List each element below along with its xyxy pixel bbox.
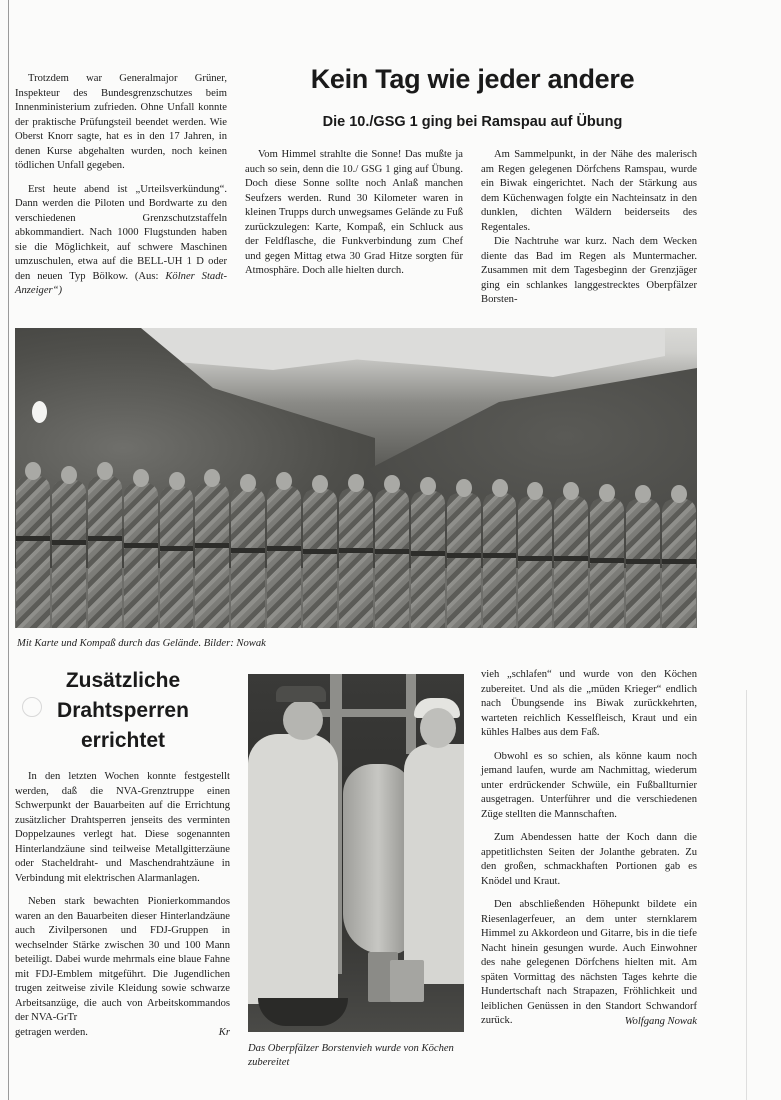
main-article-column-3	[481, 668, 697, 1029]
photo-carcass	[343, 764, 413, 954]
photo-glare-spot	[32, 401, 47, 423]
page-edge-line	[746, 690, 747, 1100]
side-article-column	[15, 770, 230, 1040]
troops-photo-caption: Mit Karte und Kompaß durch das Gelände. Bilder: Nowak	[17, 638, 266, 649]
kitchen-photo-caption: Das Oberpfälzer Borstenvieh wurde von Köchen zubereitet	[248, 1043, 454, 1068]
prev-article-paragraph: Erst heute abend ist „Urteilsverkündung“. Dann werden die Piloten und Bordwarte zu den verschiedenen Grenzschutzstaffeln abkommandiert. Nach 1000 Flugstunden haben sie die Möglichkeit, auf schwere Maschinen umzuschulen, etwa auf die BELL-UH 1 D oder den neuen Typ Bölkow. (Aus: Kölner Stadt-Anzeiger“)	[15, 183, 227, 296]
main-article-column-1	[245, 148, 463, 279]
main-article-paragraph: Am Sammelpunkt, in der Nähe des malerisch am Regen gelegenen Dörfchens Ramspau, wurde ein Biwak eingerichtet. Nach der Stärkung aus dem Küchenwagen folgte ein Nachteinsatz in den dunklen, dichten Wäldern beiderseits des Regentales.	[481, 149, 697, 233]
side-article-last-line: getragen werden. Kr	[15, 1026, 230, 1041]
page-margin-line	[8, 0, 9, 1100]
kitchen-photo	[248, 674, 464, 1032]
photo-cook-right	[404, 744, 464, 984]
main-article-paragraph: Zum Abendessen hatte der Koch dann die appetitlichsten Seiten der Jolanthe gebraten. Zu den großen, schmackhaften Portionen gab es Knödel und Kraut.	[481, 832, 697, 887]
troops-photo	[15, 328, 697, 628]
side-article-paragraph: In den letzten Wochen konnte festgestellt werden, daß die NVA-Grenztruppe einen Schwerpunkt der Bauarbeiten auf die Errichtung zusätzlicher Drahtsperren jenseits des verminten Doppelzaunes verlegt hat. Diese sogenannten Hinterlandzäune sind teilweise Metallgitterzäune oder Stacheldraht- und Maschendrahtzäune in Verbindung mit elektrischen Alarmanlagen.	[15, 771, 230, 884]
side-headline: Zusätzliche Drahtsperren errichtet	[57, 669, 189, 752]
main-subheadline: Die 10./GSG 1 ging bei Ramspau auf Übung	[322, 114, 623, 130]
main-article-paragraph: Den abschließenden Höhepunkt bildete ein Riesenlagerfeuer, an dem unter sternklarem Himmel zu Akkordeon und Gitarre, bis in die tiefe Nacht hinein gesungen wurde. Auch Einwohner des nahe gelegenen Dörfchens hielten mit. Am späten Vormittag des nächsten Tages kehrte die Hundertschaft nach Strapazen, Fröhlichkeit und leiblichen Genüssen in den Standort Schwandorf zurück.	[481, 899, 697, 1026]
photo-cook-left	[248, 734, 338, 1004]
main-article-paragraph: Obwohl es so schien, als könne kaum noch jemand laufen, wurde am Nachmittag, wiederum unter erdrückender Schwüle, ein Fußballturnier ausgetragen. Unterführer und die verschiedenen Züge stellten die Mannschaften.	[481, 750, 697, 820]
main-article-author: Wolfgang Nowak	[624, 1015, 697, 1027]
main-article-paragraph: Die Nachtruhe war kurz. Nach dem Wecken diente das Bad im Regen als Muntermacher. Zusammen mit dem Tagesbeginn der Grenzjäger ging ein schlankes langgestrecktes Oberpfälzer Borsten-	[481, 236, 697, 305]
main-article-paragraph: vieh „schlafen“ und wurde von den Köchen zubereitet. Und als die „müden Krieger“ endlich nach Übungsende ins Biwak zurückkehrten, warteten reichlich Kesselfleisch, Kraut und ein kühles Halbes aus dem Faß.	[481, 669, 697, 738]
photo-soldiers-row	[15, 463, 697, 628]
side-article-author: Kr	[218, 1026, 230, 1038]
main-article-paragraph: Vom Himmel strahlte die Sonne! Das mußte ja auch so sein, denn die 10./ GSG 1 ging auf Übung. Doch diese Sonne sollte noch Anlaß manchen Seufzers werden. Rund 30 Kilometer waren in kleinen Trupps durch unwegsames Gelände zu Fuß zurückzulegen: Karte, Kompaß, ein Schluck aus der Feldflasche, die Funkverbindung zum Chef und gegen Mittag etwa 30 Grad Hitze sorgten für Atmosphäre. Doch alle hielten durch.	[245, 149, 463, 276]
prev-article-column	[15, 72, 227, 299]
prev-article-source: Kölner Stadt-Anzeiger“)	[15, 270, 227, 296]
photo-bowl	[258, 998, 348, 1026]
main-headline: Kein Tag wie jeder andere	[310, 64, 635, 94]
side-article-paragraph: Neben stark bewachten Pionierkommandos waren an den Bauarbeiten dieser Hinterlandzäune auch Zivilpersonen und FDJ-Gruppen in wechselnder Stärke zwischen 30 und 100 Mann beteiligt. Dabei wurde mehrmals eine blaue Fahne mit FDJ-Emblem mitgeführt. Die Jugendlichen trugen zeitweise zivile Kleidung sowie schwarze Arbeitsanzüge, die auch von Arbeitskommandos der NVA-GrTr	[15, 896, 230, 1023]
prev-article-paragraph: Trotzdem war Generalmajor Grüner, Inspekteur des Bundesgrenzschutzes beim Innenministerium zufrieden. Ohne Unfall konnte der praktische Prüfungsteil beendet werden. Wie Oberst Knorr sagte, hat es in den 17 Jahren, in denen Kurse abgehalten wurden, noch keinen tödlichen Unfall gegeben.	[15, 73, 227, 171]
main-article-column-2	[481, 148, 697, 308]
